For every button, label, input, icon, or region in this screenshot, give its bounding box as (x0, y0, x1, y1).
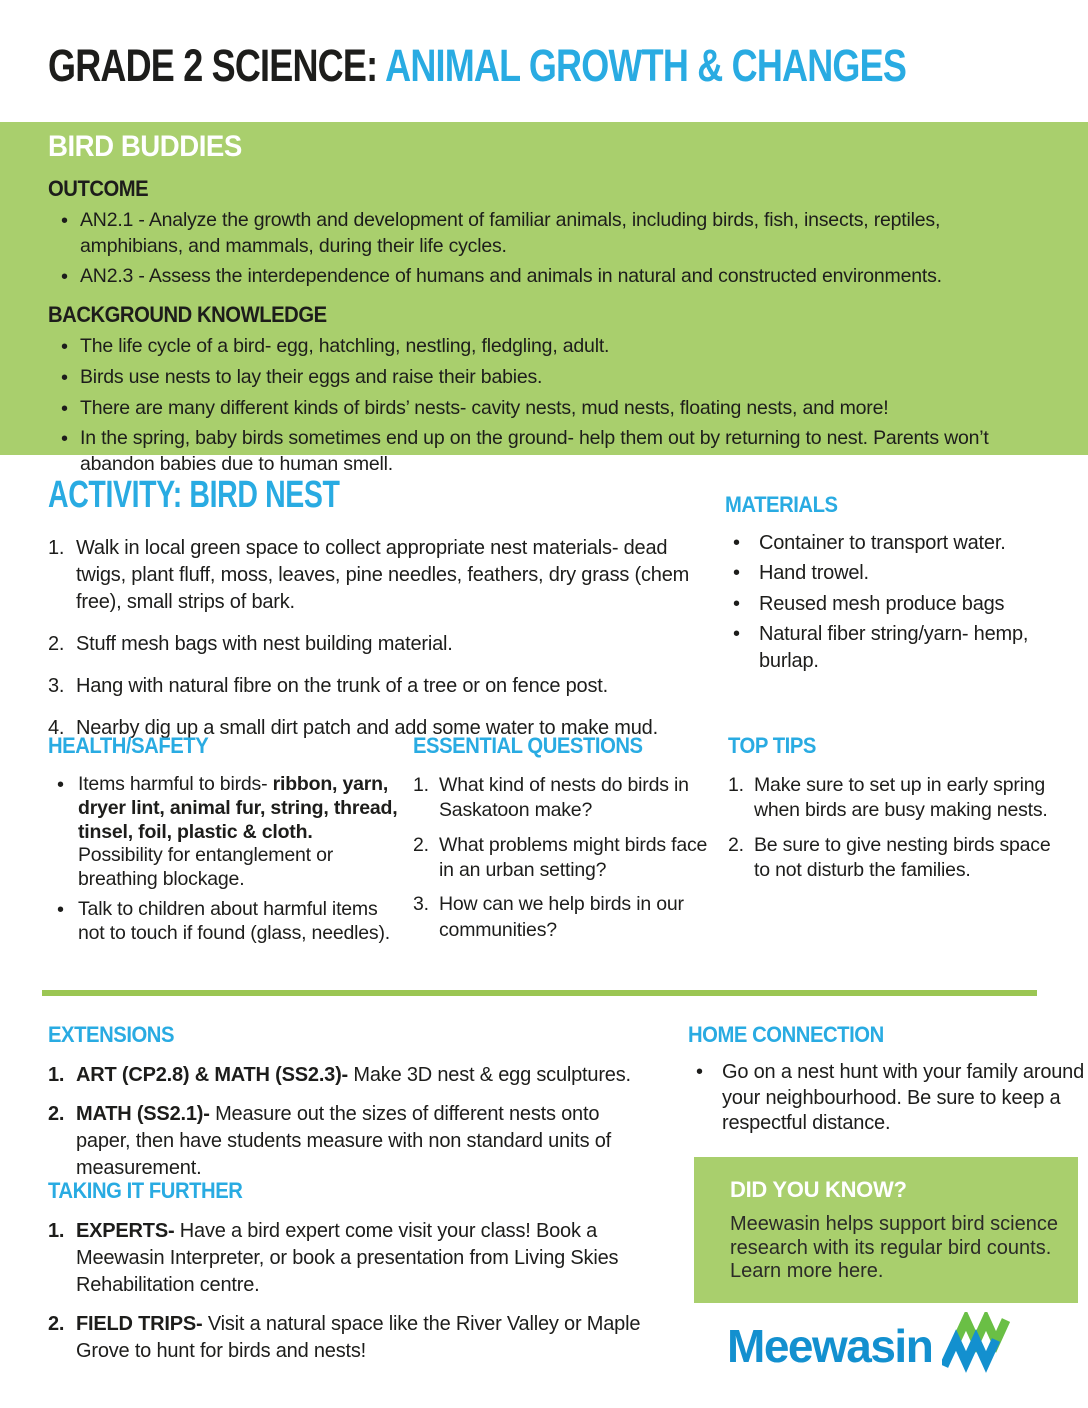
step-number: 1. (48, 537, 65, 559)
step-number: 3. (48, 675, 65, 697)
health-safety-list (48, 773, 400, 945)
list-item (48, 535, 713, 616)
item-text: Visit a natural space like the River Valley or Maple Grove to hunt for birds and nests! (76, 1313, 641, 1362)
health-safety-section (48, 733, 400, 945)
did-you-know-box (694, 1157, 1078, 1303)
list-item (728, 773, 1068, 824)
extensions-list (48, 1062, 654, 1182)
materials-section (725, 492, 1060, 674)
item-bold-text: ribbon, yarn, dryer lint, animal fur, string, thread, tinsel, foil, plastic & cloth. (78, 773, 398, 843)
question-number: 3. (413, 893, 429, 916)
item-text: Measure out the sizes of different nests onto paper, then have students measure with non standard units of measurement. (76, 1103, 612, 1179)
essential-questions-section (413, 733, 721, 952)
list-item: • The life cycle of a bird- egg, hatchling, nestling, fledgling, adult. (48, 334, 1038, 360)
question-text: What problems might birds face in an urban setting? (439, 833, 708, 882)
item-text: Talk to children about harmful items not to touch if found (glass, needles). (78, 897, 390, 944)
did-you-know-text: Meewasin helps support bird science research with its regular bird counts. Learn more here. (730, 1213, 1058, 1283)
list-item: • Reused mesh produce bags (725, 591, 1060, 617)
page-title-black: GRADE 2 SCIENCE: (48, 40, 386, 91)
list-item: • AN2.1 - Analyze the growth and development of familiar animals, including birds, fish, insects, reptiles, amphibians, and mammals, during their life cycles. (48, 208, 1038, 259)
taking-it-further-list (48, 1218, 644, 1365)
meewasin-zigzag-icon (942, 1312, 1010, 1374)
essential-questions-list (413, 773, 721, 943)
home-connection-section (688, 1022, 1086, 1137)
extensions-section (48, 1022, 654, 1194)
list-item (48, 1062, 654, 1089)
step-text: Stuff mesh bags with nest building material. (76, 633, 453, 655)
list-item: • In the spring, baby birds sometimes end up on the ground- help them out by returning to nest. Parents won’t abandon babies due to human smell. (48, 426, 1038, 477)
step-text: Walk in local green space to collect appropriate nest materials- dead twigs, plant fluff, moss, leaves, pine needles, feathers, dry grass (chem free), small strips of bark. (76, 537, 690, 613)
extensions-heading: EXTENSIONS (48, 1022, 175, 1047)
list-item: • Birds use nests to lay their eggs and raise their babies. (48, 365, 1038, 391)
item-number: 1. (48, 1064, 65, 1086)
outcome-heading: OUTCOME (48, 176, 149, 201)
top-tips-heading: TOP TIPS (728, 733, 816, 758)
background-knowledge-list (48, 334, 1038, 478)
step-text: Hang with natural fibre on the trunk of a tree or on fence post. (76, 675, 608, 697)
list-item (413, 833, 721, 884)
home-connection-list (688, 1060, 1086, 1137)
list-item (413, 773, 721, 824)
list-item: • AN2.3 - Assess the interdependence of humans and animals in natural and constructed environments. (48, 264, 1038, 290)
activity-steps (48, 535, 713, 742)
taking-it-further-heading: TAKING IT FURTHER (48, 1178, 243, 1203)
question-text: What kind of nests do birds in Saskatoon make? (439, 774, 689, 822)
list-item: • Container to transport water. (725, 530, 1060, 556)
item-bold-text: EXPERTS- (76, 1220, 180, 1242)
question-number: 1. (413, 774, 429, 796)
list-item (48, 773, 400, 892)
item-bold-text: ART (CP2.8) & MATH (SS2.3)- (76, 1064, 354, 1086)
list-item (413, 892, 721, 943)
list-item (728, 833, 1068, 884)
item-text: Possibility for entanglement or breathing blockage. (78, 844, 334, 891)
health-safety-heading: HEALTH/SAFETY (48, 733, 209, 758)
list-item (48, 898, 400, 946)
outcome-list (48, 208, 1038, 290)
item-text: Items harmful to birds- (78, 773, 273, 795)
item-text: Make 3D nest & egg sculptures. (353, 1064, 631, 1086)
list-item: • Natural fiber string/yarn- hemp, burlap. (725, 621, 1060, 674)
list-item (48, 631, 713, 658)
meewasin-logo (727, 1318, 1010, 1374)
tip-number: 1. (728, 774, 744, 796)
item-bold-text: MATH (SS2.1)- (76, 1103, 216, 1125)
item-number: 2. (48, 1313, 65, 1335)
did-you-know-heading: DID YOU KNOW? (730, 1177, 907, 1202)
step-text: Nearby dig up a small dirt patch and add some water to make mud. (76, 717, 658, 739)
item-number: 2. (48, 1103, 65, 1125)
background-knowledge-heading: BACKGROUND KNOWLEDGE (48, 302, 327, 328)
list-item (48, 1218, 644, 1299)
step-number: 4. (48, 717, 65, 739)
materials-list (725, 530, 1060, 674)
tip-text: Be sure to give nesting birds space to not disturb the families. (754, 833, 1051, 882)
top-tips-section (728, 733, 1068, 892)
question-text: How can we help birds in our communities? (439, 893, 684, 941)
list-item: • Hand trowel. (725, 560, 1060, 586)
list-item (48, 1101, 654, 1182)
meewasin-logo-text: Meewasin (727, 1320, 933, 1372)
bird-buddies-banner (0, 122, 1088, 476)
materials-heading: MATERIALS (725, 492, 838, 517)
activity-heading: ACTIVITY: BIRD NEST (48, 474, 340, 516)
step-number: 2. (48, 633, 65, 655)
list-item: • Go on a nest hunt with your family around your neighbourhood. Be sure to keep a respectful distance. (688, 1060, 1086, 1137)
item-number: 1. (48, 1220, 65, 1242)
activity-section (48, 474, 713, 757)
question-number: 2. (413, 833, 429, 856)
section-divider (42, 990, 1037, 996)
taking-it-further-section (48, 1178, 644, 1377)
page-title-blue: ANIMAL GROWTH & CHANGES (385, 40, 907, 91)
list-item: • There are many different kinds of birds’ nests- cavity nests, mud nests, floating nests, and more! (48, 396, 1038, 422)
top-tips-list (728, 773, 1068, 883)
page-title (48, 40, 906, 92)
banner-title: BIRD BUDDIES (48, 130, 242, 163)
essential-questions-heading: ESSENTIAL QUESTIONS (413, 733, 643, 758)
tip-text: Make sure to set up in early spring when birds are busy making nests. (754, 774, 1048, 822)
tip-number: 2. (728, 833, 744, 856)
item-text: Have a bird expert come visit your class! Book a Meewasin Interpreter, or book a presentation from Living Skies Rehabilitation centre. (76, 1220, 619, 1296)
list-item (48, 673, 713, 700)
list-item (48, 1311, 644, 1365)
home-connection-heading: HOME CONNECTION (688, 1022, 884, 1047)
item-bold-text: FIELD TRIPS- (76, 1313, 208, 1335)
